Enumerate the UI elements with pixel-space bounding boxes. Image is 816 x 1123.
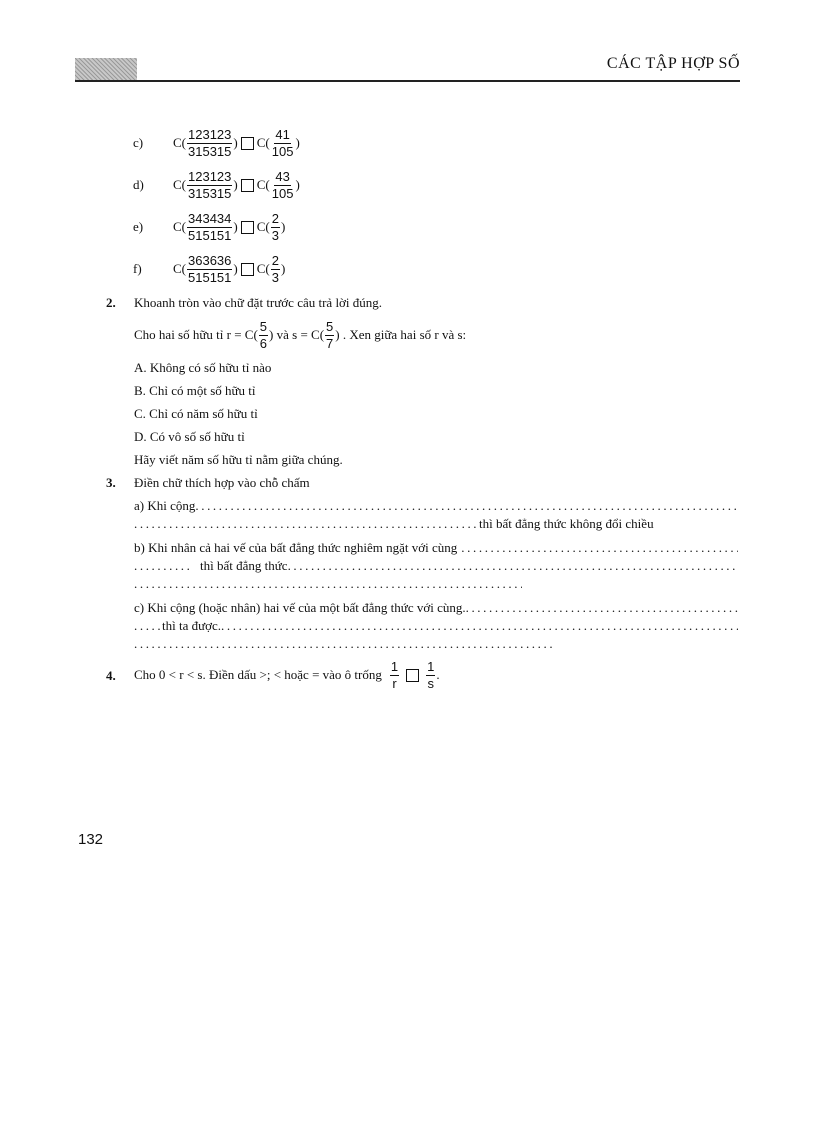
fraction: $\frac{123123}{315315}$: [188, 126, 232, 159]
question-number: 4.: [106, 668, 116, 683]
fill-line: c) Khi cộng (hoặc nhân) hai vế của một bất đẳng thức với cùng. .....: [134, 600, 738, 616]
fraction: $\frac{1}{s}$: [427, 658, 435, 691]
question-followup: Hãy viết năm số hữu tỉ nằm giữa chúng.: [134, 452, 343, 467]
header-decoration: [75, 58, 137, 80]
header-rule: [75, 80, 740, 82]
fraction: $\frac{123123}{315315}$: [188, 168, 232, 201]
question-number: 2.: [106, 295, 116, 310]
question-stem: Cho 0 < r < s. Điền dấu >; < hoặc = vào ô trống $\frac{1}{r}$ $\frac{1}{s}$ .: [134, 658, 440, 691]
fraction: $\frac{41}{105}$: [271, 126, 294, 159]
answer-option[interactable]: C. Chỉ có năm số hữu tỉ: [134, 406, 258, 421]
fill-line: b) Khi nhân cả hai vế của bất đẳng thức nghiêm ngặt với cùng .....: [134, 540, 738, 556]
exercise-item-c: c) C( $\frac{123123}{315315}$ ) C( $\frac{41}{105}$ ): [133, 126, 300, 159]
fill-line: a) Khi cộng .....: [134, 498, 738, 514]
fraction: $\frac{5}{6}$: [259, 318, 268, 351]
answer-box[interactable]: [241, 221, 254, 234]
answer-box[interactable]: [241, 263, 254, 276]
fill-line: ..... thì bất đẳng thức .....: [134, 558, 738, 574]
answer-option[interactable]: D. Có vô số số hữu tỉ: [134, 429, 245, 444]
chapter-title: CÁC TẬP HỢP SỐ: [606, 55, 740, 72]
fill-line: [134, 576, 522, 592]
question-stem: Cho hai số hữu tỉ r = C( $\frac{5}{6}$ ) và s = C( $\frac{5}{7}$ ) . Xen giữa hai số r và s:: [134, 318, 467, 351]
question-instruction: Điền chữ thích hợp vào chỗ chấm: [134, 475, 310, 490]
exercise-item-e: e) C( $\frac{343434}{515151}$ ) C( $\frac{2}{3}$ ): [133, 210, 286, 243]
page-number: 132: [78, 831, 104, 848]
fraction: $\frac{363636}{515151}$: [188, 252, 232, 285]
fill-line: [134, 636, 556, 652]
answer-option[interactable]: A. Không có số hữu tỉ nào: [134, 360, 272, 375]
question-number: 3.: [106, 475, 116, 490]
fill-line: ..... thì ta được. .....: [134, 618, 738, 634]
fraction: $\frac{343434}{515151}$: [188, 210, 232, 243]
fraction: $\frac{2}{3}$: [271, 210, 279, 243]
question-instruction: Khoanh tròn vào chữ đặt trước câu trả lời đúng.: [134, 295, 383, 310]
answer-option[interactable]: B. Chỉ có một số hữu tỉ: [134, 383, 256, 398]
answer-box[interactable]: [241, 137, 254, 150]
answer-box[interactable]: [241, 179, 254, 192]
fraction: $\frac{5}{7}$: [326, 318, 334, 351]
fraction: $\frac{1}{r}$: [390, 658, 399, 691]
exercise-item-d: d) C( $\frac{123123}{315315}$ ) C( $\frac{43}{105}$ ): [133, 168, 300, 201]
fraction: $\frac{43}{105}$: [271, 168, 294, 201]
answer-box[interactable]: [406, 669, 419, 682]
fill-line: ..... thì bất đẳng thức không đổi chiều: [134, 516, 738, 532]
exercise-item-f: f) C( $\frac{363636}{515151}$ ) C( $\frac{2}{3}$ ): [133, 252, 286, 285]
fraction: $\frac{2}{3}$: [271, 252, 279, 285]
